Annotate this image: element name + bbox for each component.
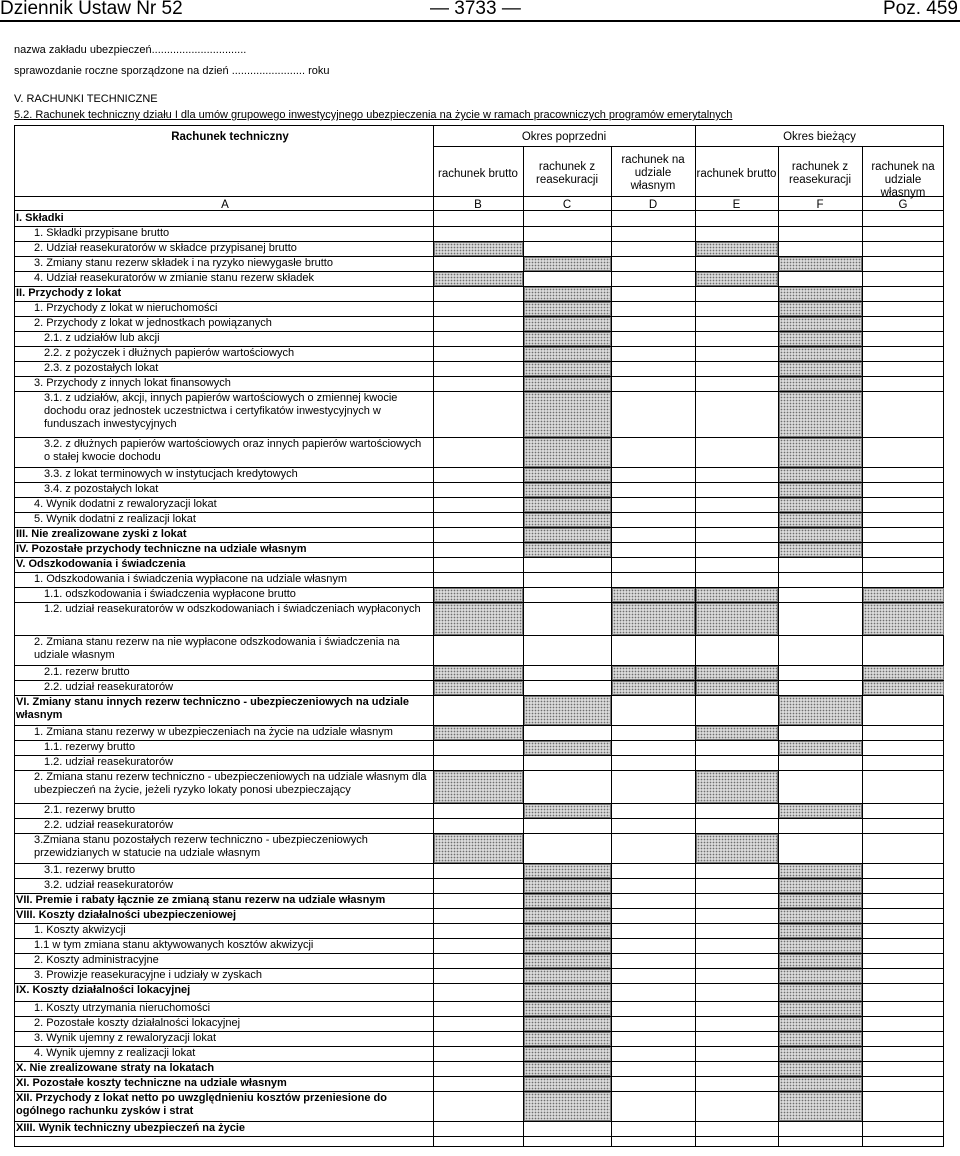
shaded-cell [779, 498, 862, 512]
page-number: — 3733 — [430, 0, 521, 19]
shaded-cell [524, 984, 611, 1001]
col-header-f: rachunek z reasekuracji [789, 161, 851, 186]
shaded-cell [696, 771, 778, 803]
table-row-label: 2.3. z pozostałych lokat [44, 362, 159, 374]
shaded-cell [524, 1002, 611, 1016]
table-row-label: 2.2. udział reasekuratorów [44, 681, 174, 693]
col-header-d: rachunek na udziale własnym [621, 154, 685, 192]
table-row-label: 1.1. rezerwy brutto [44, 741, 136, 753]
table-row-label: XII. Przychody z lokat netto po uwzględnieniu kosztów przeniesione do ogólnego rachunku zysków i strat [16, 1092, 387, 1117]
shaded-cell [779, 924, 862, 938]
shaded-cell [696, 834, 778, 863]
table-row-label: XIII. Wynik techniczny ubezpieczeń na życie [16, 1122, 246, 1134]
shaded-cell [524, 879, 611, 893]
table-row-label: 3. Wynik ujemny z rewaloryzacji lokat [34, 1032, 217, 1044]
table-row-label: III. Nie zrealizowane zyski z lokat [16, 528, 187, 540]
table-row-label: 2. Przychody z lokat w jednostkach powiązanych [34, 317, 272, 329]
table-row-label: 1. Przychody z lokat w nieruchomości [34, 302, 218, 314]
shaded-cell [434, 603, 523, 635]
col-letter-f: F [816, 199, 824, 211]
shaded-cell [863, 681, 944, 695]
table-row-label: 3.1. rezerwy brutto [44, 864, 136, 876]
shaded-cell [779, 1032, 862, 1046]
shaded-cell [524, 513, 611, 527]
shaded-cell [524, 317, 611, 331]
shaded-cell [524, 377, 611, 391]
shaded-cell [779, 1092, 862, 1121]
table-row-label: 4. Wynik ujemny z realizacji lokat [34, 1047, 196, 1059]
shaded-cell [779, 864, 862, 878]
shaded-cell [779, 1002, 862, 1016]
shaded-cell [779, 468, 862, 482]
shaded-cell [524, 909, 611, 923]
table-row-label: 1.2. udział reasekuratorów [44, 756, 174, 768]
shaded-cell [779, 894, 862, 908]
shaded-cell [524, 468, 611, 482]
shaded-cell [524, 696, 611, 725]
table-row-label: IV. Pozostałe przychody techniczne na udziale własnym [16, 543, 307, 555]
shaded-cell [696, 242, 778, 256]
table-row-label: 2.1. rezerwy brutto [44, 804, 136, 816]
position-number: Poz. 459 [883, 0, 958, 19]
shaded-cell [524, 438, 611, 467]
shaded-cell [779, 879, 862, 893]
table-row-label: VII. Premie i rabaty łącznie ze zmianą stanu rezerw na udziale własnym [16, 894, 386, 906]
shaded-cell [863, 603, 944, 635]
table-rule [14, 196, 944, 197]
shaded-cell [779, 438, 862, 467]
shaded-cell [779, 332, 862, 346]
table-title: Rachunek techniczny [171, 131, 289, 143]
insurer-name-line: nazwa zakładu ubezpieczeń............................... [14, 44, 247, 56]
col-letter-g: G [898, 199, 908, 211]
table-row-label: 2.2. udział reasekuratorów [44, 819, 174, 831]
shaded-cell [524, 483, 611, 497]
shaded-cell [612, 603, 695, 635]
shaded-cell [863, 666, 944, 680]
table-row-label: 1. Zmiana stanu rezerwy w ubezpieczeniach na życie na udziale własnym [34, 726, 393, 738]
shaded-cell [524, 287, 611, 301]
shaded-cell [696, 726, 778, 740]
table-row-label: 3.3. z lokat terminowych w instytucjach kredytowych [44, 468, 298, 480]
col-letter-d: D [648, 199, 658, 211]
shaded-cell [779, 287, 862, 301]
shaded-cell [779, 804, 862, 818]
shaded-cell [524, 362, 611, 376]
shaded-cell [524, 804, 611, 818]
table-row-label: 1.2. udział reasekuratorów w odszkodowaniach i świadczeniach wypłaconych [44, 603, 421, 615]
shaded-cell [524, 954, 611, 968]
table-row-label: XI. Pozostałe koszty techniczne na udziale własnym [16, 1077, 287, 1089]
shaded-cell [779, 513, 862, 527]
shaded-cell [696, 681, 778, 695]
shaded-cell [524, 924, 611, 938]
shaded-cell [779, 969, 862, 983]
table-row-label: 3. Przychody z innych lokat finansowych [34, 377, 231, 389]
table-row-label: 2.1. rezerw brutto [44, 666, 130, 678]
shaded-cell [779, 984, 862, 1001]
table-row-label: 1.1 w tym zmiana stanu aktywowanych kosztów akwizycji [34, 939, 314, 951]
shaded-cell [696, 272, 778, 286]
col-letter-b: B [474, 199, 482, 211]
col-header-c: rachunek z reasekuracji [536, 161, 598, 186]
table-row-label: I. Składki [16, 212, 64, 224]
shaded-cell [696, 603, 778, 635]
table-row-label: 2.2. z pożyczek i dłużnych papierów wartościowych [44, 347, 295, 359]
shaded-cell [779, 939, 862, 953]
shaded-cell [524, 1017, 611, 1031]
table-row-label: V. Odszkodowania i świadczenia [16, 558, 186, 570]
shaded-cell [524, 543, 611, 557]
shaded-cell [524, 939, 611, 953]
shaded-cell [779, 483, 862, 497]
shaded-cell [779, 1077, 862, 1091]
shaded-cell [779, 317, 862, 331]
shaded-cell [434, 272, 523, 286]
table-row-label: 2. Koszty administracyjne [34, 954, 159, 966]
table-row-label: 1. Koszty utrzymania nieruchomości [34, 1002, 211, 1014]
col-header-b: rachunek brutto [438, 168, 518, 180]
table-row-label: VIII. Koszty działalności ubezpieczeniowej [16, 909, 237, 921]
table-row-label: 1. Składki przypisane brutto [34, 227, 170, 239]
table-row-label: 3.Zmiana stanu pozostałych rezerw techniczno - ubezpieczeniowych przewidzianych w statucie na udziale własnym [34, 834, 368, 859]
shaded-cell [434, 771, 523, 803]
table-rule [14, 1136, 944, 1137]
shaded-cell [779, 1047, 862, 1061]
table-row-label: 2. Zmiana stanu rezerw na nie wypłacone odszkodowania i świadczenia na udziale własnym [34, 636, 400, 661]
shaded-cell [524, 1047, 611, 1061]
column-rule [862, 146, 863, 1147]
shaded-cell [524, 347, 611, 361]
shaded-cell [779, 909, 862, 923]
shaded-cell [696, 588, 778, 602]
table-row-label: 4. Wynik dodatni z rewaloryzacji lokat [34, 498, 217, 510]
table-row-label: 3.2. z dłużnych papierów wartościowych oraz innych papierów wartościowych o stałej kwocie dochodu [44, 438, 422, 463]
shaded-cell [524, 969, 611, 983]
shaded-cell [524, 302, 611, 316]
shaded-cell [779, 302, 862, 316]
shaded-cell [779, 377, 862, 391]
table-row-label: 2. Pozostałe koszty działalności lokacyjnej [34, 1017, 241, 1029]
shaded-cell [524, 1032, 611, 1046]
page-header [0, 0, 960, 22]
table-row-label: VI. Zmiany stanu innych rezerw techniczno - ubezpieczeniowych na udziale własnym [16, 696, 410, 721]
report-date-line: sprawozdanie roczne sporządzone na dzień ........................ roku [14, 65, 330, 77]
table-row-label: 2.1. z udziałów lub akcji [44, 332, 160, 344]
shaded-cell [434, 242, 523, 256]
shaded-cell [779, 257, 862, 271]
shaded-cell [524, 1092, 611, 1121]
shaded-cell [524, 332, 611, 346]
table-row-label: II. Przychody z lokat [16, 287, 122, 299]
shaded-cell [779, 741, 862, 755]
col-letter-a: A [221, 199, 229, 211]
col-header-g: rachunek na udziale własnym [871, 161, 935, 199]
table-row-label: 1.1. odszkodowania i świadczenia wypłacone brutto [44, 588, 296, 600]
table-row-label: 3.1. z udziałów, akcji, innych papierów wartościowych o zmiennej kwocie dochodu oraz jednostek uczestnictwa i certyfikatów inwestycyjnych w funduszach inwestycyjnych [44, 392, 398, 430]
shaded-cell [524, 864, 611, 878]
shaded-cell [434, 726, 523, 740]
shaded-cell [524, 1062, 611, 1076]
shaded-cell [779, 392, 862, 437]
table-row-label: 4. Udział reasekuratorów w zmianie stanu rezerw składek [34, 272, 315, 284]
subsection-heading: 5.2. Rachunek techniczny działu I dla umów grupowego inwestycyjnego ubezpieczenia na życie w ramach pracowniczych programów emerytalnych [14, 109, 733, 121]
shaded-cell [779, 543, 862, 557]
shaded-cell [524, 498, 611, 512]
shaded-cell [524, 392, 611, 437]
table-row-label: 2. Zmiana stanu rezerw techniczno - ubezpieczeniowych na udziale własnym dla ubezpieczeń na życie, jeżeli ryzyko lokaty ponosi ubezpieczający [34, 771, 427, 796]
shaded-cell [612, 588, 695, 602]
shaded-cell [612, 681, 695, 695]
table-row-label: 3. Zmiany stanu rezerw składek i na ryzyko niewygasłe brutto [34, 257, 333, 269]
shaded-cell [524, 1077, 611, 1091]
col-letter-c: C [562, 199, 572, 211]
journal-title: Dziennik Ustaw Nr 52 [0, 0, 183, 19]
column-rule [611, 146, 612, 1147]
table-row-label: X. Nie zrealizowane straty na lokatach [16, 1062, 215, 1074]
table-rule [433, 146, 944, 147]
shaded-cell [779, 696, 862, 725]
shaded-cell [779, 1017, 862, 1031]
shaded-cell [434, 666, 523, 680]
table-row-label: IX. Koszty działalności lokacyjnej [16, 984, 191, 996]
shaded-cell [779, 954, 862, 968]
shaded-cell [434, 588, 523, 602]
table-row-label: 3. Prowizje reasekuracyjne i udziały w zyskach [34, 969, 263, 981]
table-row-label: 5. Wynik dodatni z realizacji lokat [34, 513, 196, 525]
shaded-cell [696, 666, 778, 680]
shaded-cell [779, 1062, 862, 1076]
section-heading: V. RACHUNKI TECHNICZNE [14, 93, 158, 105]
shaded-cell [612, 666, 695, 680]
table-row-label: 1. Odszkodowania i świadczenia wypłacone na udziale własnym [34, 573, 348, 585]
table-row-label: 2. Udział reasekuratorów w składce przypisanej brutto [34, 242, 297, 254]
shaded-cell [524, 528, 611, 542]
col-header-e: rachunek brutto [696, 168, 777, 180]
period-current: Okres bieżący [783, 131, 856, 143]
shaded-cell [524, 894, 611, 908]
period-previous: Okres poprzedni [521, 131, 607, 143]
shaded-cell [863, 588, 944, 602]
shaded-cell [524, 257, 611, 271]
table-row-label: 3.2. udział reasekuratorów [44, 879, 174, 891]
col-letter-e: E [732, 199, 741, 211]
shaded-cell [779, 362, 862, 376]
shaded-cell [779, 528, 862, 542]
shaded-cell [524, 741, 611, 755]
shaded-cell [434, 681, 523, 695]
table-row-label: 1. Koszty akwizycji [34, 924, 126, 936]
table-row-label: 3.4. z pozostałych lokat [44, 483, 159, 495]
shaded-cell [779, 347, 862, 361]
shaded-cell [434, 834, 523, 863]
